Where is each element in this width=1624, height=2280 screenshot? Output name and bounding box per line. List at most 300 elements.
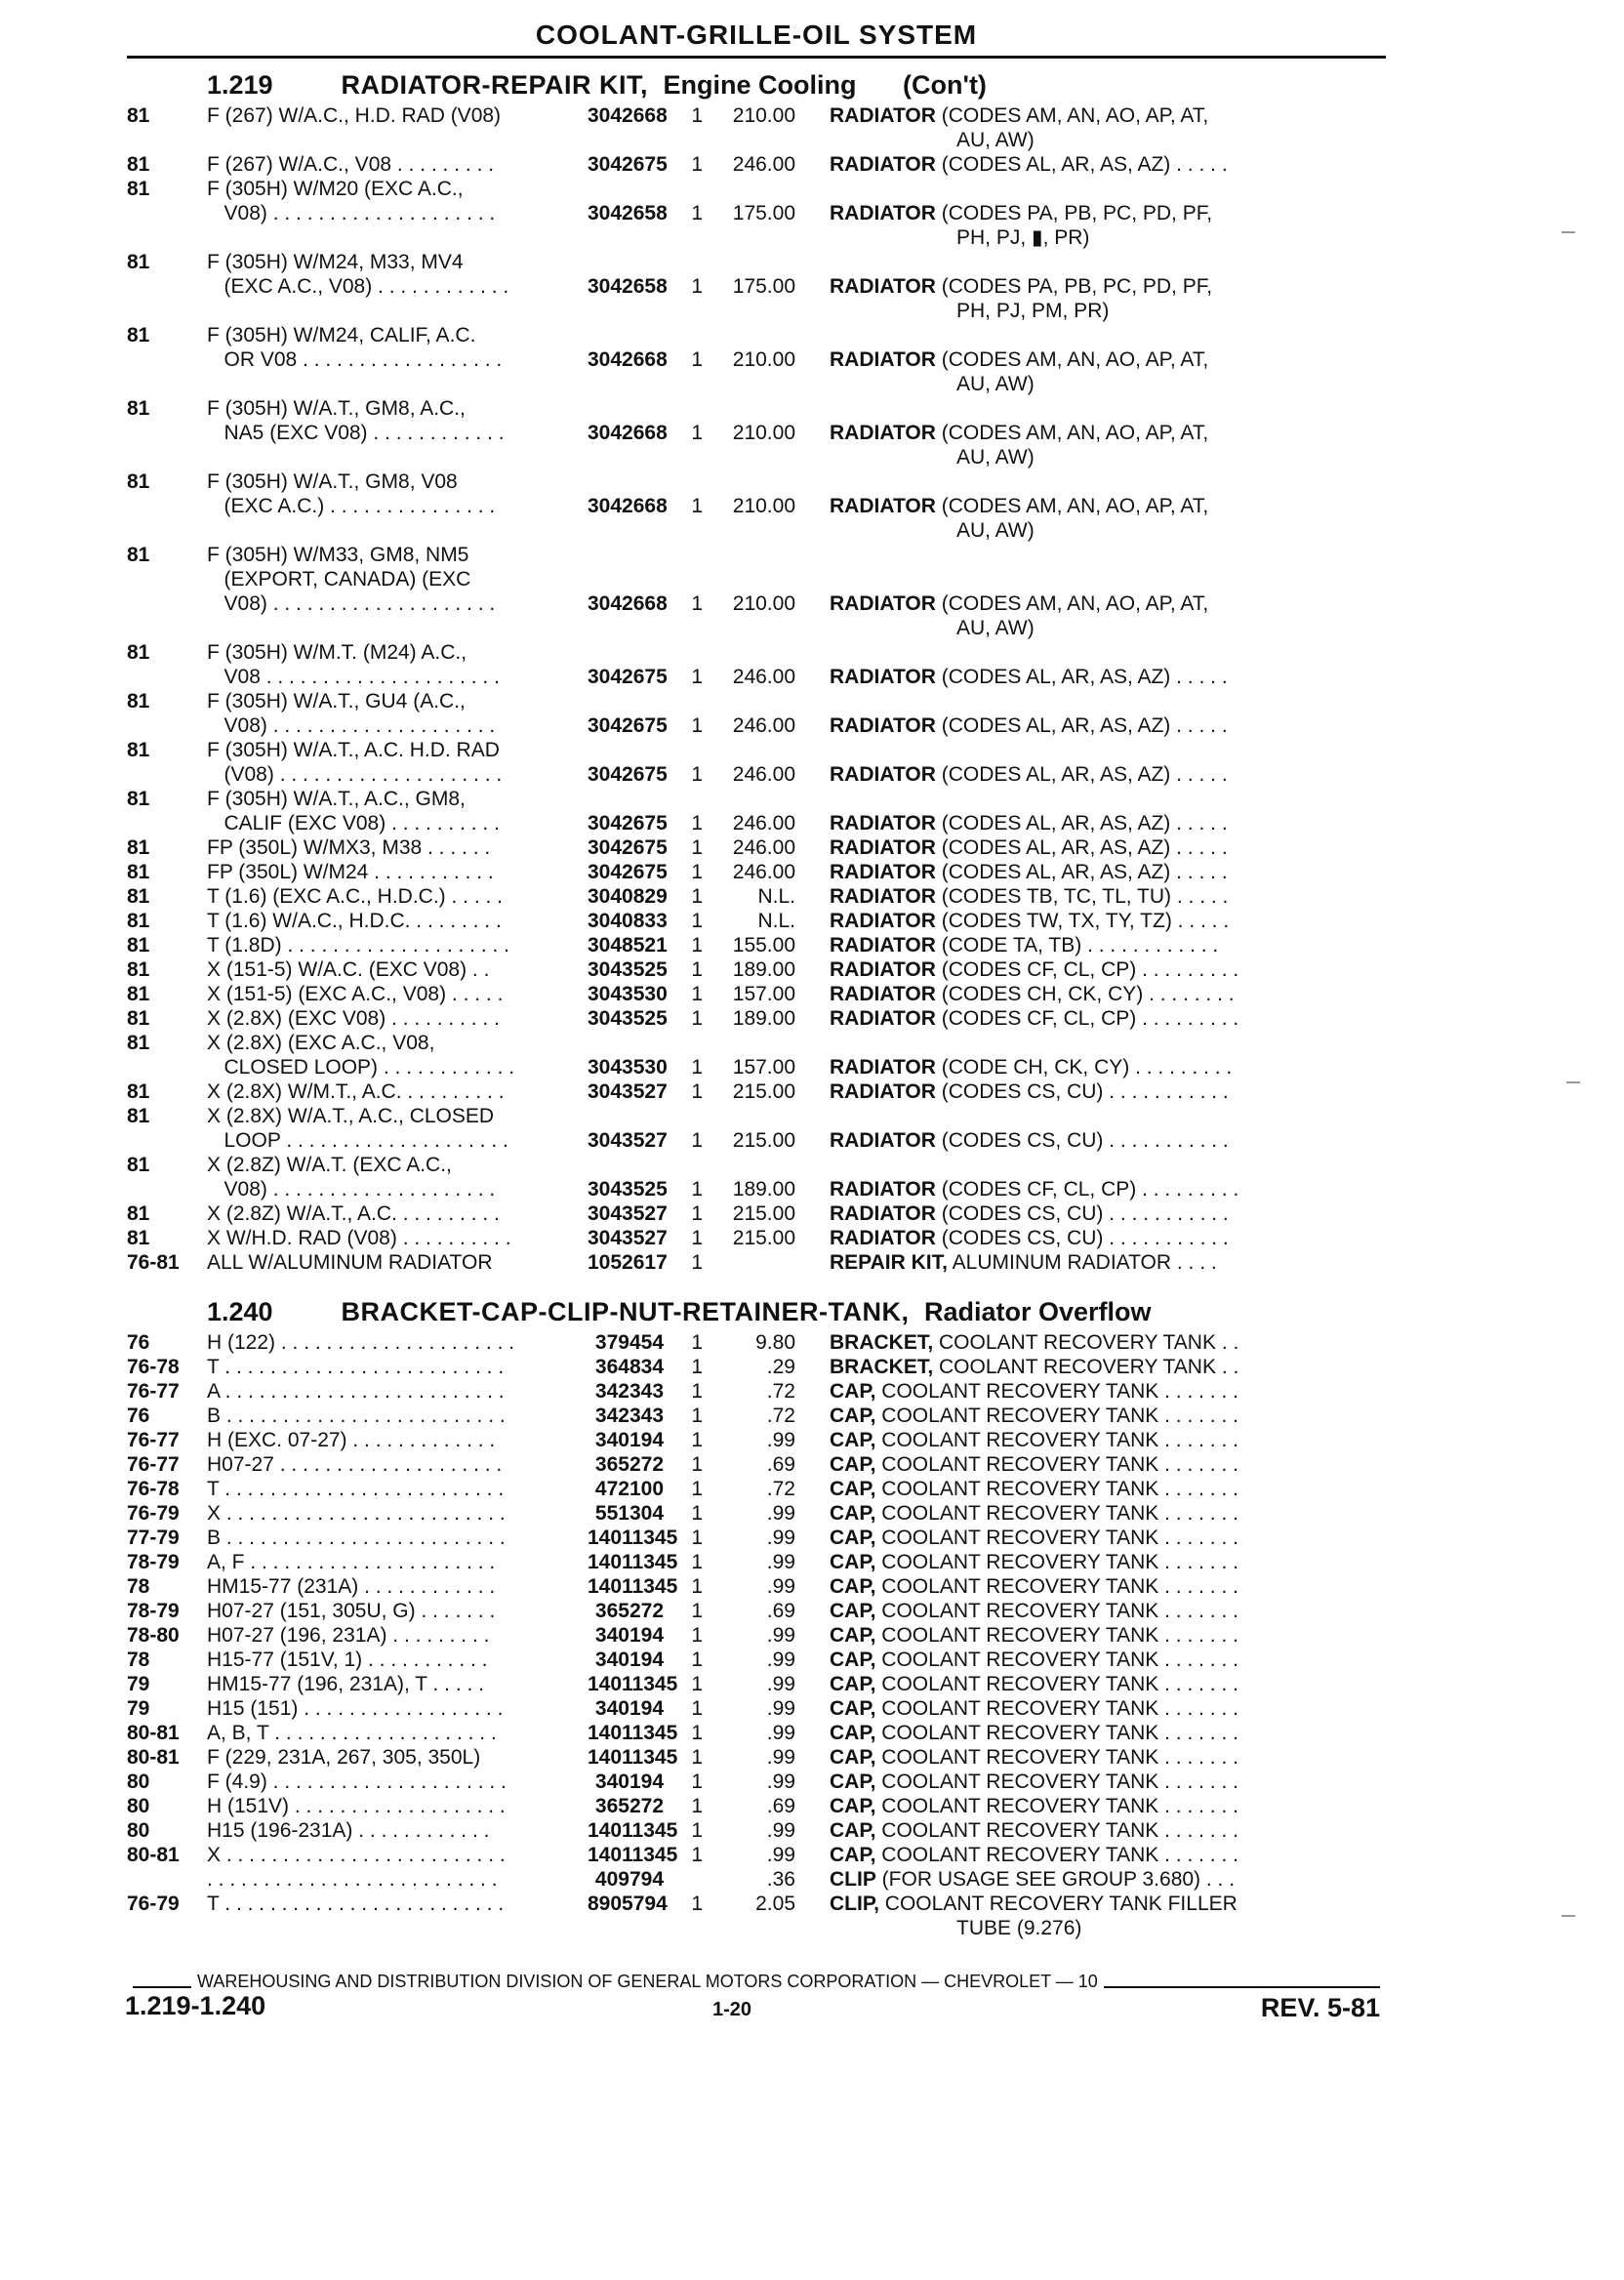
application-line: X (151-5) W/A.C. (EXC V08) . . — [207, 958, 490, 981]
model-years: 81 — [127, 983, 150, 1005]
description-text: AU, AW) — [956, 446, 1035, 468]
quantity: 1 — [691, 934, 703, 957]
table-row — [127, 1250, 1386, 1275]
part-number: 365272 — [594, 1453, 664, 1476]
model-years: 79 — [127, 1673, 150, 1695]
description — [830, 1672, 1288, 1696]
description-text: COOLANT RECOVERY TANK . . . . . . . — [875, 1405, 1238, 1427]
description-text: COOLANT RECOVERY TANK . . . . . . . — [875, 1624, 1238, 1647]
part-number: 342343 — [594, 1380, 664, 1403]
description-text: COOLANT RECOVERY TANK . . . . . . . — [875, 1819, 1238, 1842]
description-text: (CODES CF, CL, CP) . . . . . . . . . — [935, 958, 1239, 981]
application-line: LOOP . . . . . . . . . . . . . . . . . . . . — [207, 1129, 508, 1152]
description-line — [830, 1006, 1288, 1031]
description-keyword: RADIATOR — [830, 275, 936, 298]
quantity: 1 — [691, 592, 703, 615]
description-line — [830, 616, 1288, 640]
description-text: (CODES AL, AR, AS, AZ) . . . . . — [935, 666, 1228, 688]
description-text: (CODES CS, CU) . . . . . . . . . . . — [935, 1080, 1229, 1103]
description-line — [830, 103, 1288, 128]
description-line — [830, 1794, 1288, 1818]
description-line — [830, 860, 1288, 884]
description-line — [830, 274, 1288, 299]
description-text: AU, AW) — [956, 129, 1035, 151]
application — [207, 1428, 588, 1452]
model-years: 81 — [127, 1202, 150, 1225]
description — [830, 1330, 1288, 1355]
description-line — [830, 347, 1288, 372]
model-years: 80-81 — [127, 1722, 180, 1744]
application-line: F (305H) W/M24, M33, MV4 — [207, 251, 464, 273]
part-number: 365272 — [594, 1600, 664, 1622]
quantity: 1 — [691, 1251, 703, 1274]
price: 157.00 — [732, 1056, 795, 1079]
quantity: 1 — [691, 983, 703, 1005]
scan-mark — [1562, 1915, 1575, 1917]
description-keyword: RADIATOR — [830, 348, 936, 371]
scan-mark — [1562, 231, 1575, 233]
price: 246.00 — [732, 812, 795, 835]
description-line — [830, 1355, 1288, 1379]
model-years: 81 — [127, 641, 150, 664]
description-line — [830, 1770, 1288, 1794]
part-number: 14011345 — [588, 1746, 678, 1769]
description-text: (CODES AM, AN, AO, AP, AT, — [935, 348, 1209, 371]
application — [207, 1526, 588, 1550]
table-row — [127, 1599, 1386, 1623]
price: 246.00 — [732, 666, 795, 688]
model-years: 81 — [127, 739, 150, 761]
application — [207, 1599, 588, 1623]
application — [207, 1867, 588, 1892]
description-text: COOLANT RECOVERY TANK . . . . . . . — [875, 1722, 1238, 1744]
description-text: (CODES AL, AR, AS, AZ) . . . . . — [935, 836, 1228, 859]
section-radiator-overflow — [127, 1293, 1386, 1940]
table-row — [127, 957, 1386, 982]
part-number: 14011345 — [588, 1527, 678, 1549]
part-number: 3042675 — [588, 666, 668, 688]
application-line: F (305H) W/M20 (EXC A.C., — [207, 178, 464, 200]
application-line: A, B, T . . . . . . . . . . . . . . . . . . . . — [207, 1722, 497, 1744]
model-years: 81 — [127, 1154, 150, 1176]
description-line — [830, 1250, 1288, 1275]
application-line: X W/H.D. RAD (V08) . . . . . . . . . . — [207, 1227, 511, 1249]
description — [830, 1770, 1288, 1794]
price: .99 — [766, 1746, 795, 1769]
quantity: 1 — [691, 275, 703, 298]
table-row — [127, 1721, 1386, 1745]
application-line: . . . . . . . . . . . . . . . . . . . . . . . . . . — [207, 1868, 498, 1891]
price: .72 — [766, 1405, 795, 1427]
price: 246.00 — [732, 861, 795, 883]
description — [830, 835, 1288, 860]
description — [830, 1428, 1288, 1452]
model-years: 81 — [127, 861, 150, 883]
page-title: COOLANT-GRILLE-OIL SYSTEM — [535, 20, 978, 50]
part-number: 3043530 — [588, 1056, 668, 1079]
part-number: 14011345 — [588, 1551, 678, 1573]
description-line — [830, 1128, 1288, 1153]
application-line: X (2.8Z) W/A.T., A.C. . . . . . . . . . — [207, 1202, 500, 1225]
price: 210.00 — [732, 592, 795, 615]
part-number: 3042668 — [588, 592, 668, 615]
description — [830, 1226, 1288, 1250]
part-number: 3048521 — [588, 934, 668, 957]
application — [207, 469, 588, 518]
description — [830, 1379, 1288, 1404]
description-line — [830, 1501, 1288, 1526]
model-years: 81 — [127, 690, 150, 712]
model-years: 81 — [127, 470, 150, 493]
application-line: X (2.8Z) W/A.T. (EXC A.C., — [207, 1154, 452, 1176]
quantity: 1 — [691, 202, 703, 224]
table-row — [127, 1226, 1386, 1250]
description — [830, 1648, 1288, 1672]
description — [830, 1250, 1288, 1275]
application-line: NA5 (EXC V08) . . . . . . . . . . . . — [207, 422, 505, 444]
application-line: T . . . . . . . . . . . . . . . . . . . . . . . . . — [207, 1893, 505, 1915]
application — [207, 933, 588, 957]
application — [207, 1696, 588, 1721]
part-number: 340194 — [594, 1429, 664, 1451]
description-keyword: RADIATOR — [830, 1080, 936, 1103]
quantity: 1 — [691, 836, 703, 859]
description — [830, 347, 1288, 396]
application-line: H07-27 (196, 231A) . . . . . . . . . — [207, 1624, 490, 1647]
description-keyword: CAP, — [830, 1722, 876, 1744]
quantity: 1 — [691, 1502, 703, 1525]
application-line: H15 (196-231A) . . . . . . . . . . . . — [207, 1819, 490, 1842]
application-line: F (305H) W/M33, GM8, NM5 — [207, 544, 469, 566]
application-line: B . . . . . . . . . . . . . . . . . . . . . . . . . — [207, 1405, 506, 1427]
table-row — [127, 1330, 1386, 1355]
description — [830, 103, 1288, 152]
table-row — [127, 787, 1386, 835]
section-continued: (Con't) — [903, 70, 987, 100]
price: .99 — [766, 1502, 795, 1525]
table-row — [127, 860, 1386, 884]
description-line — [830, 884, 1288, 909]
description-line — [830, 372, 1288, 396]
quantity: 1 — [691, 1356, 703, 1378]
application — [207, 860, 588, 884]
part-number: 340194 — [594, 1624, 664, 1647]
model-years: 78 — [127, 1575, 150, 1598]
application-line: F (305H) W/A.T., GM8, V08 — [207, 470, 458, 493]
application-line: F (229, 231A, 267, 305, 350L) — [207, 1746, 481, 1769]
application — [207, 543, 588, 616]
table-row — [127, 396, 1386, 469]
description-line — [830, 128, 1288, 152]
footer-page-number: 1-20 — [712, 1999, 752, 2020]
description-line — [830, 713, 1288, 738]
description-text: (CODES AL, AR, AS, AZ) . . . . . — [935, 714, 1228, 737]
price: 210.00 — [732, 495, 795, 517]
description — [830, 713, 1288, 738]
quantity: 1 — [691, 1331, 703, 1354]
table-row — [127, 909, 1386, 933]
model-years: 81 — [127, 251, 150, 273]
scan-mark — [1566, 1081, 1580, 1083]
description-text: COOLANT RECOVERY TANK . . . . . . . — [875, 1502, 1238, 1525]
table-row — [127, 1892, 1386, 1940]
application — [207, 1770, 588, 1794]
table-row — [127, 1104, 1386, 1153]
part-number: 3043525 — [588, 1178, 668, 1201]
price: .99 — [766, 1771, 795, 1793]
price: .99 — [766, 1575, 795, 1598]
application-line: ALL W/ALUMINUM RADIATOR — [207, 1251, 493, 1274]
application — [207, 250, 588, 299]
quantity: 1 — [691, 1178, 703, 1201]
description-line — [830, 1818, 1288, 1843]
model-years: 81 — [127, 934, 150, 957]
price: .69 — [766, 1795, 795, 1817]
price: 210.00 — [732, 104, 795, 127]
price: .99 — [766, 1673, 795, 1695]
description-text: COOLANT RECOVERY TANK . . . . . . . — [875, 1453, 1238, 1476]
application — [207, 396, 588, 445]
application — [207, 1006, 588, 1031]
table-row — [127, 1574, 1386, 1599]
description-keyword: RADIATOR — [830, 422, 936, 444]
description-line — [830, 1867, 1288, 1892]
description-keyword: CAP, — [830, 1673, 876, 1695]
description-text: (CODES CS, CU) . . . . . . . . . . . — [935, 1227, 1229, 1249]
description-text: (CODES TW, TX, TY, TZ) . . . . . — [935, 910, 1230, 932]
part-number: 340194 — [594, 1697, 664, 1720]
description — [830, 933, 1288, 957]
application-line: F (267) W/A.C., V08 . . . . . . . . . — [207, 153, 495, 176]
application-line: H (122) . . . . . . . . . . . . . . . . . . . . . — [207, 1331, 515, 1354]
quantity: 1 — [691, 1624, 703, 1647]
application — [207, 982, 588, 1006]
description — [830, 1477, 1288, 1501]
application-line: H07-27 . . . . . . . . . . . . . . . . . . . . — [207, 1453, 503, 1476]
table-row — [127, 640, 1386, 689]
table-row — [127, 884, 1386, 909]
description-keyword: CAP, — [830, 1429, 876, 1451]
application-line: (EXC A.C., V08) . . . . . . . . . . . . — [207, 275, 509, 298]
application — [207, 152, 588, 177]
part-number: 340194 — [594, 1649, 664, 1671]
description-keyword: RADIATOR — [830, 1227, 936, 1249]
description — [830, 1177, 1288, 1201]
description-text: (CODES CF, CL, CP) . . . . . . . . . — [935, 1007, 1239, 1030]
application-line: T (1.6) (EXC A.C., H.D.C.) . . . . . — [207, 885, 503, 908]
description-keyword: CAP, — [830, 1453, 876, 1476]
quantity: 1 — [691, 958, 703, 981]
table-row — [127, 1818, 1386, 1843]
table-row — [127, 1867, 1386, 1892]
section-title: RADIATOR-REPAIR KIT, — [341, 70, 649, 100]
model-years: 81 — [127, 178, 150, 200]
description-keyword: RADIATOR — [830, 1056, 936, 1079]
price: .99 — [766, 1819, 795, 1842]
table-row — [127, 738, 1386, 787]
description — [830, 909, 1288, 933]
part-number: 3043530 — [588, 983, 668, 1005]
description-keyword: CAP, — [830, 1819, 876, 1842]
table-row — [127, 1648, 1386, 1672]
description-text: AU, AW) — [956, 617, 1035, 639]
price: .99 — [766, 1649, 795, 1671]
quantity: 1 — [691, 348, 703, 371]
application-line: X (2.8X) W/M.T., A.C. . . . . . . . . . — [207, 1080, 505, 1103]
description-keyword: RADIATOR — [830, 836, 936, 859]
description — [830, 1696, 1288, 1721]
description — [830, 1721, 1288, 1745]
part-number: 3043525 — [588, 958, 668, 981]
description-text: COOLANT RECOVERY TANK . . . . . . . — [875, 1844, 1238, 1866]
price: 246.00 — [732, 763, 795, 786]
application-line: T (1.6) W/A.C., H.D.C. . . . . . . . . — [207, 910, 502, 932]
description-line — [830, 201, 1288, 225]
price: N.L. — [757, 910, 795, 932]
application-line: T . . . . . . . . . . . . . . . . . . . . . . . . . — [207, 1356, 505, 1378]
table-row — [127, 1153, 1386, 1201]
model-years: 81 — [127, 1080, 150, 1103]
description-keyword: RADIATOR — [830, 1178, 936, 1201]
description-text: COOLANT RECOVERY TANK . . — [933, 1356, 1239, 1378]
description-line — [830, 1055, 1288, 1079]
application-line: A, F . . . . . . . . . . . . . . . . . . . . . . — [207, 1551, 496, 1573]
description-keyword: CAP, — [830, 1405, 876, 1427]
model-years: 76-81 — [127, 1251, 180, 1274]
part-number: 3042675 — [588, 861, 668, 883]
description — [830, 1745, 1288, 1770]
price: .36 — [766, 1868, 795, 1891]
application-line: A . . . . . . . . . . . . . . . . . . . . . . . . . — [207, 1380, 505, 1403]
application — [207, 1379, 588, 1404]
description-keyword: CAP, — [830, 1380, 876, 1403]
application — [207, 640, 588, 689]
section-subtitle: Radiator Overflow — [924, 1297, 1152, 1326]
description-keyword: RADIATOR — [830, 1129, 936, 1152]
quantity: 1 — [691, 1697, 703, 1720]
description — [830, 1452, 1288, 1477]
part-number: 3043527 — [588, 1227, 668, 1249]
quantity: 1 — [691, 104, 703, 127]
application-line: OR V08 . . . . . . . . . . . . . . . . . . — [207, 348, 503, 371]
description — [830, 1892, 1288, 1940]
table-row — [127, 1770, 1386, 1794]
application — [207, 1330, 588, 1355]
description-text: COOLANT RECOVERY TANK FILLER — [878, 1893, 1238, 1915]
description-text: (CODES CS, CU) . . . . . . . . . . . — [935, 1129, 1229, 1152]
section-title: BRACKET-CAP-CLIP-NUT-RETAINER-TANK, — [341, 1297, 910, 1326]
price: 215.00 — [732, 1129, 795, 1152]
application-line: (V08) . . . . . . . . . . . . . . . . . . . . — [207, 763, 503, 786]
description-keyword: CAP, — [830, 1697, 876, 1720]
model-years: 76 — [127, 1405, 150, 1427]
quantity: 1 — [691, 812, 703, 835]
footer-rule-left — [133, 1976, 191, 1988]
footer-division-text: WAREHOUSING AND DISTRIBUTION DIVISION OF GENERAL MOTORS CORPORATION — CHEVROLET — 10 — [197, 1972, 1098, 1991]
description-keyword: CLIP — [830, 1868, 876, 1891]
description — [830, 665, 1288, 689]
model-years: 76-77 — [127, 1380, 180, 1403]
description-line — [830, 982, 1288, 1006]
table-row — [127, 543, 1386, 640]
part-number: 14011345 — [588, 1673, 678, 1695]
model-years: 80-81 — [127, 1746, 180, 1769]
price: 246.00 — [732, 836, 795, 859]
part-number: 3043527 — [588, 1202, 668, 1225]
model-years: 76-77 — [127, 1429, 180, 1451]
part-number: 551304 — [594, 1502, 664, 1525]
quantity: 1 — [691, 1551, 703, 1573]
quantity: 1 — [691, 1080, 703, 1103]
part-number: 3040829 — [588, 885, 668, 908]
application — [207, 1672, 588, 1696]
description-line — [830, 1916, 1288, 1940]
quantity: 1 — [691, 1722, 703, 1744]
description-line — [830, 762, 1288, 787]
quantity: 1 — [691, 1478, 703, 1500]
quantity: 1 — [691, 1893, 703, 1915]
application — [207, 1550, 588, 1574]
application — [207, 787, 588, 835]
description — [830, 884, 1288, 909]
application — [207, 689, 588, 738]
description-line — [830, 1404, 1288, 1428]
application — [207, 1843, 588, 1867]
table-row — [127, 1696, 1386, 1721]
model-years: 81 — [127, 544, 150, 566]
description-text: (CODES AM, AN, AO, AP, AT, — [935, 592, 1209, 615]
part-number: 3042675 — [588, 153, 668, 176]
model-years: 81 — [127, 836, 150, 859]
table-row — [127, 1031, 1386, 1079]
application-line: V08) . . . . . . . . . . . . . . . . . . . . — [207, 1178, 496, 1201]
application — [207, 1452, 588, 1477]
part-number: 3042668 — [588, 104, 668, 127]
application-line: T . . . . . . . . . . . . . . . . . . . . . . . . . — [207, 1478, 505, 1500]
description-keyword: RADIATOR — [830, 202, 936, 224]
application — [207, 835, 588, 860]
application — [207, 1079, 588, 1104]
description-text: (CODES AL, AR, AS, AZ) . . . . . — [935, 153, 1228, 176]
application-line: F (305H) W/A.T., A.C. H.D. RAD — [207, 739, 500, 761]
model-years: 77-79 — [127, 1527, 180, 1549]
table-row — [127, 1428, 1386, 1452]
description-keyword: CAP, — [830, 1844, 876, 1866]
description — [830, 860, 1288, 884]
table-row — [127, 323, 1386, 396]
description — [830, 1055, 1288, 1079]
quantity: 1 — [691, 1453, 703, 1476]
description-keyword: CAP, — [830, 1649, 876, 1671]
description — [830, 274, 1288, 323]
description — [830, 1355, 1288, 1379]
description-line — [830, 1201, 1288, 1226]
table-row — [127, 1526, 1386, 1550]
table-row — [127, 1355, 1386, 1379]
price: 189.00 — [732, 1178, 795, 1201]
price: .99 — [766, 1429, 795, 1451]
description — [830, 762, 1288, 787]
price: .69 — [766, 1453, 795, 1476]
description-keyword: RADIATOR — [830, 666, 936, 688]
section-header — [127, 1293, 1386, 1330]
quantity: 1 — [691, 1746, 703, 1769]
description-text: COOLANT RECOVERY TANK . . . . . . . — [875, 1771, 1238, 1793]
quantity: 1 — [691, 763, 703, 786]
table-row — [127, 1079, 1386, 1104]
description-text: COOLANT RECOVERY TANK . . . . . . . — [875, 1673, 1238, 1695]
table-row — [127, 469, 1386, 543]
